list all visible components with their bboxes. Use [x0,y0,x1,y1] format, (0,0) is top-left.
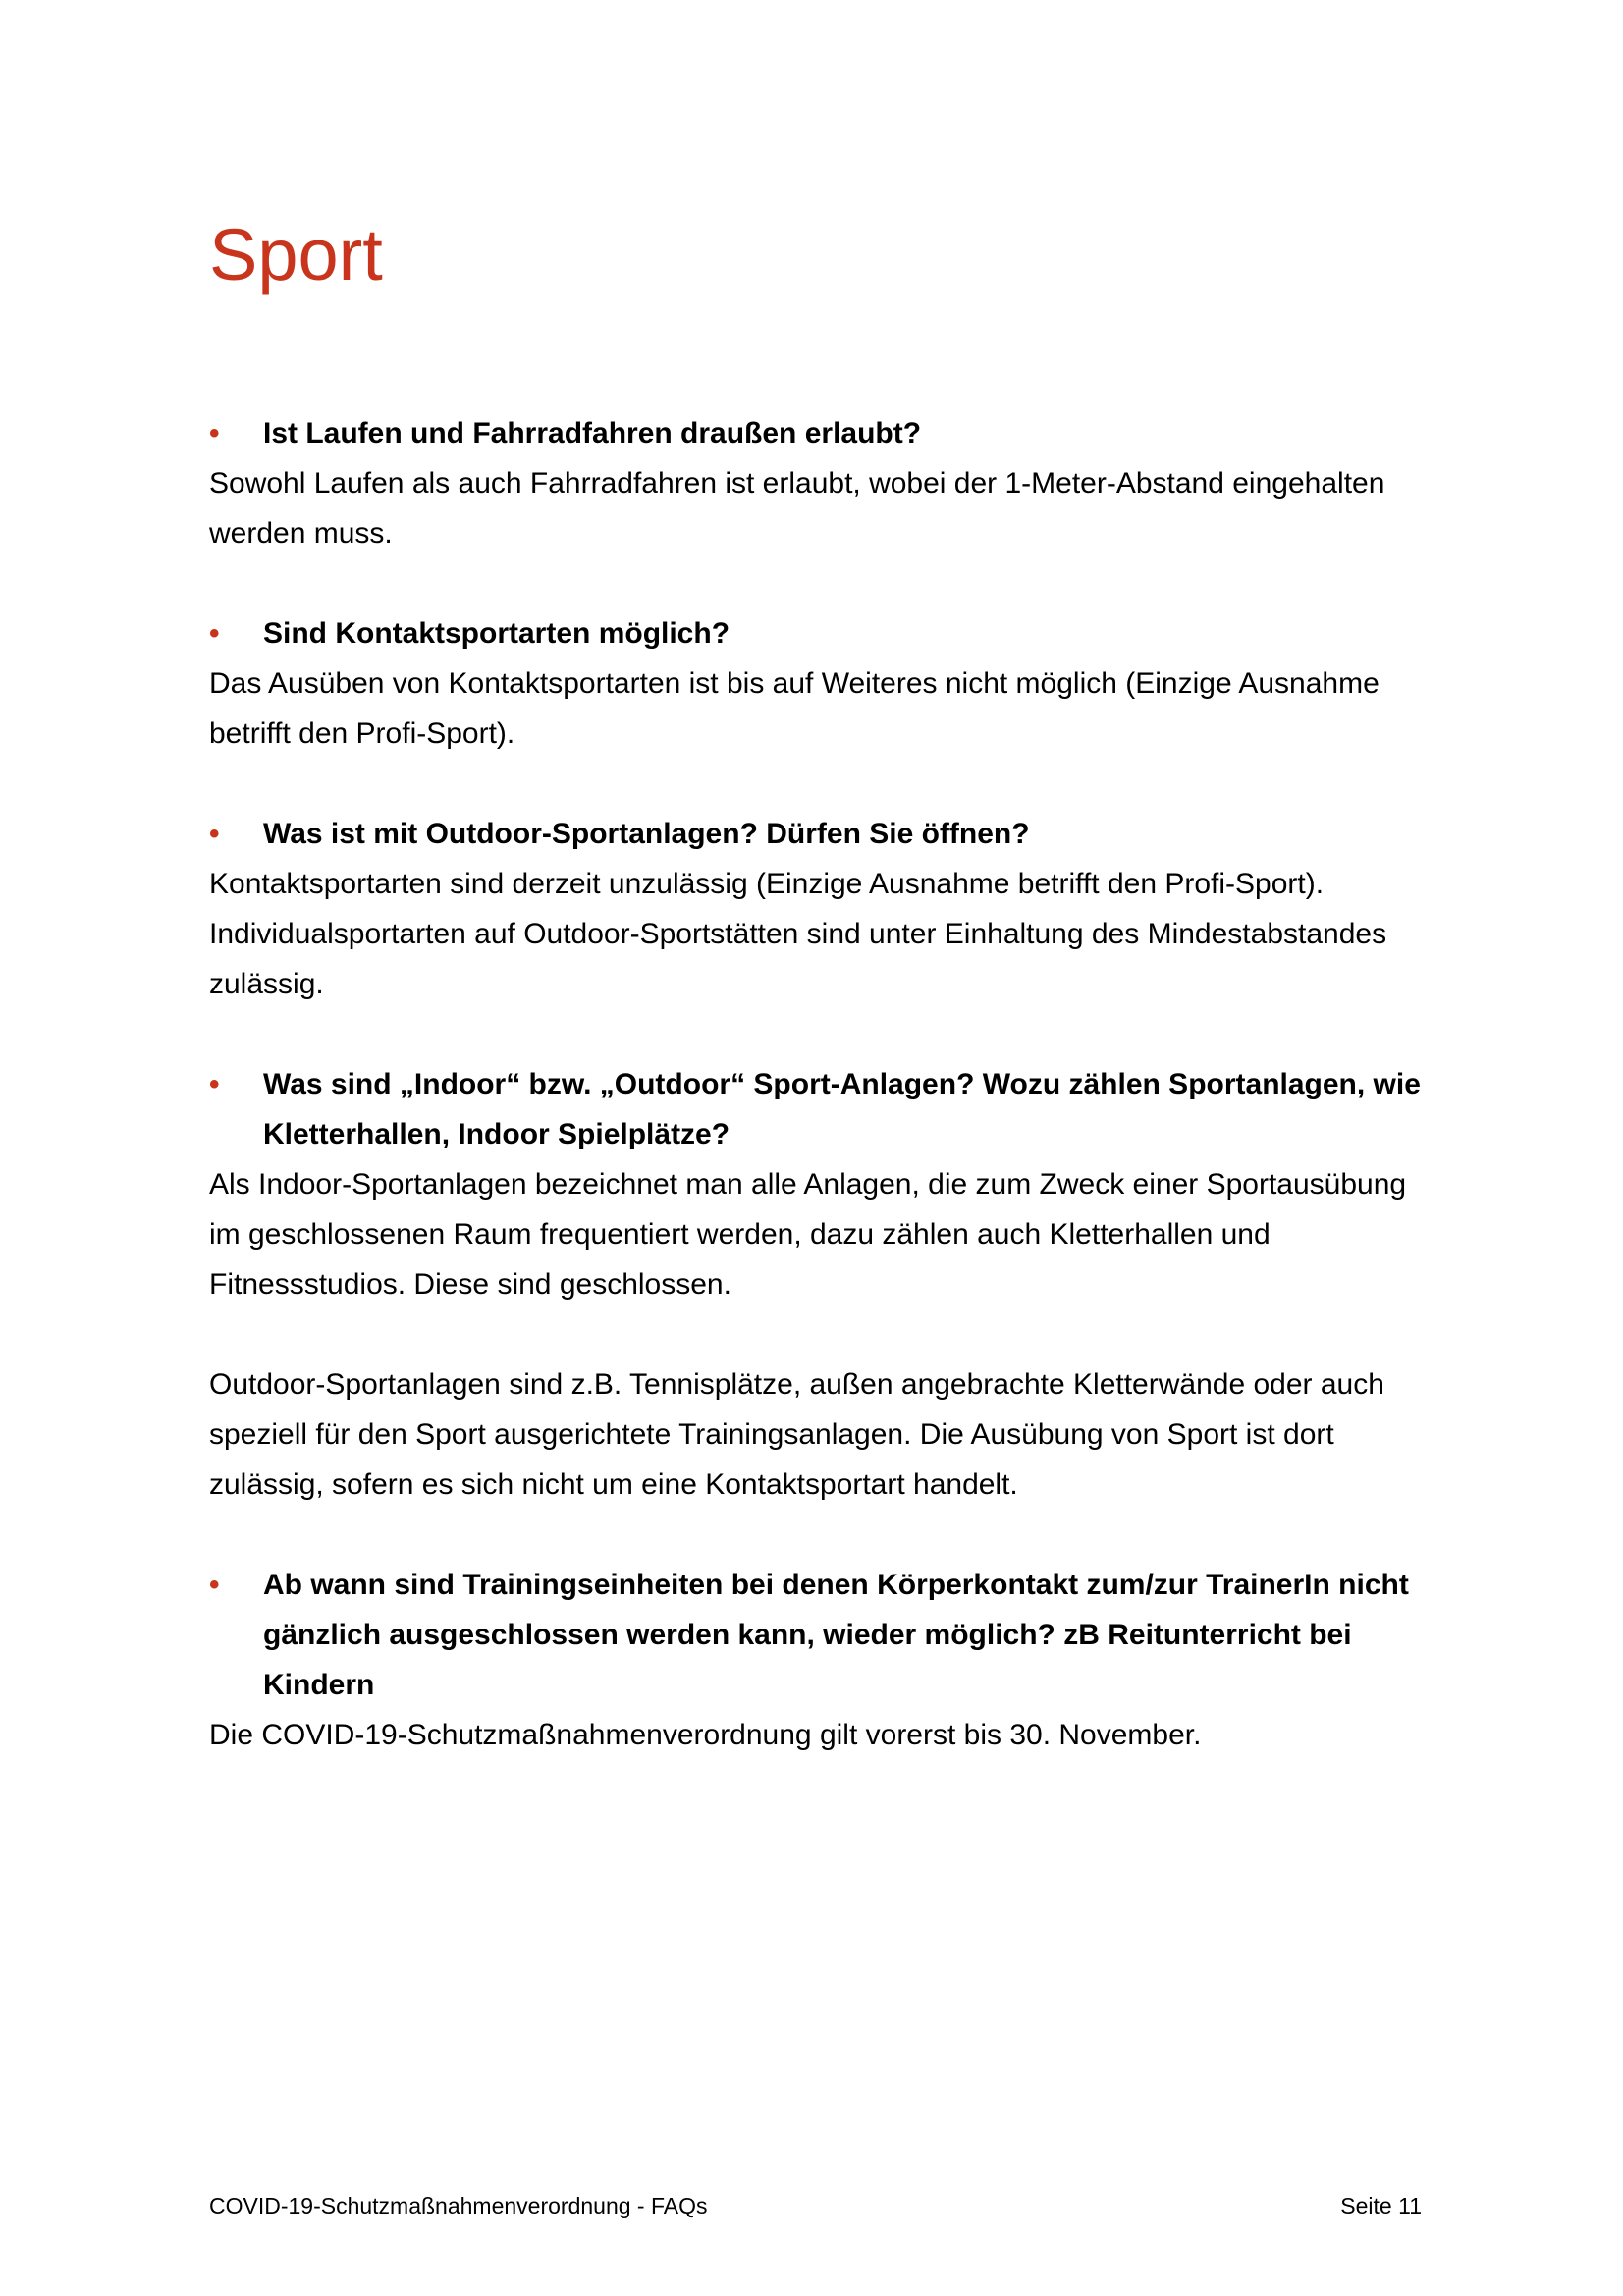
faq-question [209,1560,1427,1710]
faq-question [209,1059,1427,1159]
faq-question-text: Was ist mit Outdoor-Sportanlagen? Dürfen Sie öffnen? [263,818,1030,850]
faq-answer: Outdoor-Sportanlagen sind z.B. Tennisplätze, außen angebrachte Kletterwände oder auch speziell für den Sport ausgerichtete Trainingsanlagen. Die Ausübung von Sport ist dort zulässig, sofern es sich nicht um eine Kontaktsportart handelt. [209,1368,1384,1501]
faq-answer: Kontaktsportarten sind derzeit unzulässig (Einzige Ausnahme betrifft den Profi-Sport). Individualsportarten auf Outdoor-Sportstätten sind unter Einhaltung des Mindestabstandes zulässig. [209,868,1387,1000]
faq-answer: Die COVID-19-Schutzmaßnahmenverordnung gilt vorerst bis 30. November. [209,1719,1202,1751]
page-title: Sport [209,214,383,295]
faq-item [209,609,1427,759]
page-number: Seite 11 [1340,2193,1422,2218]
page-footer [209,2191,1422,2220]
faq-question-text: Was sind „Indoor“ bzw. „Outdoor“ Sport-Anlagen? Wozu zählen Sportanlagen, wie Kletterhallen, Indoor Spielplätze? [263,1068,1421,1150]
faq-question [209,408,1427,458]
bullet-icon: • [209,617,220,650]
faq-answer: Das Ausüben von Kontaktsportarten ist bis auf Weiteres nicht möglich (Einzige Ausnahme betrifft den Profi-Sport). [209,667,1380,750]
faq-item [209,809,1427,1009]
bullet-icon: • [209,417,220,450]
faq-question-text: Ist Laufen und Fahrradfahren draußen erlaubt? [263,417,922,450]
faq-item [209,408,1427,559]
faq-question [209,809,1427,859]
faq-answer: Als Indoor-Sportanlagen bezeichnet man alle Anlagen, die zum Zweck einer Sportausübung im geschlossenen Raum frequentiert werden, dazu zählen auch Kletterhallen und Fitnessstudios. Diese sind geschlossen. [209,1168,1407,1301]
faq-question-text: Ab wann sind Trainingseinheiten bei denen Körperkontakt zum/zur TrainerIn nicht gänzlich ausgeschlossen werden kann, wieder möglich? zB Reitunterricht bei Kindern [263,1569,1409,1701]
footer-document-title: COVID-19-Schutzmaßnahmenverordnung - FAQs [209,2193,708,2218]
faq-item [209,1059,1427,1510]
faq-question-text: Sind Kontaktsportarten möglich? [263,617,730,650]
bullet-icon: • [209,1569,220,1601]
bullet-icon: • [209,1068,220,1100]
bullet-icon: • [209,818,220,850]
faq-answer: Sowohl Laufen als auch Fahrradfahren ist erlaubt, wobei der 1-Meter-Abstand eingehalten werden muss. [209,467,1385,550]
faq-list [209,408,1427,1810]
faq-question [209,609,1427,659]
faq-item [209,1560,1427,1760]
